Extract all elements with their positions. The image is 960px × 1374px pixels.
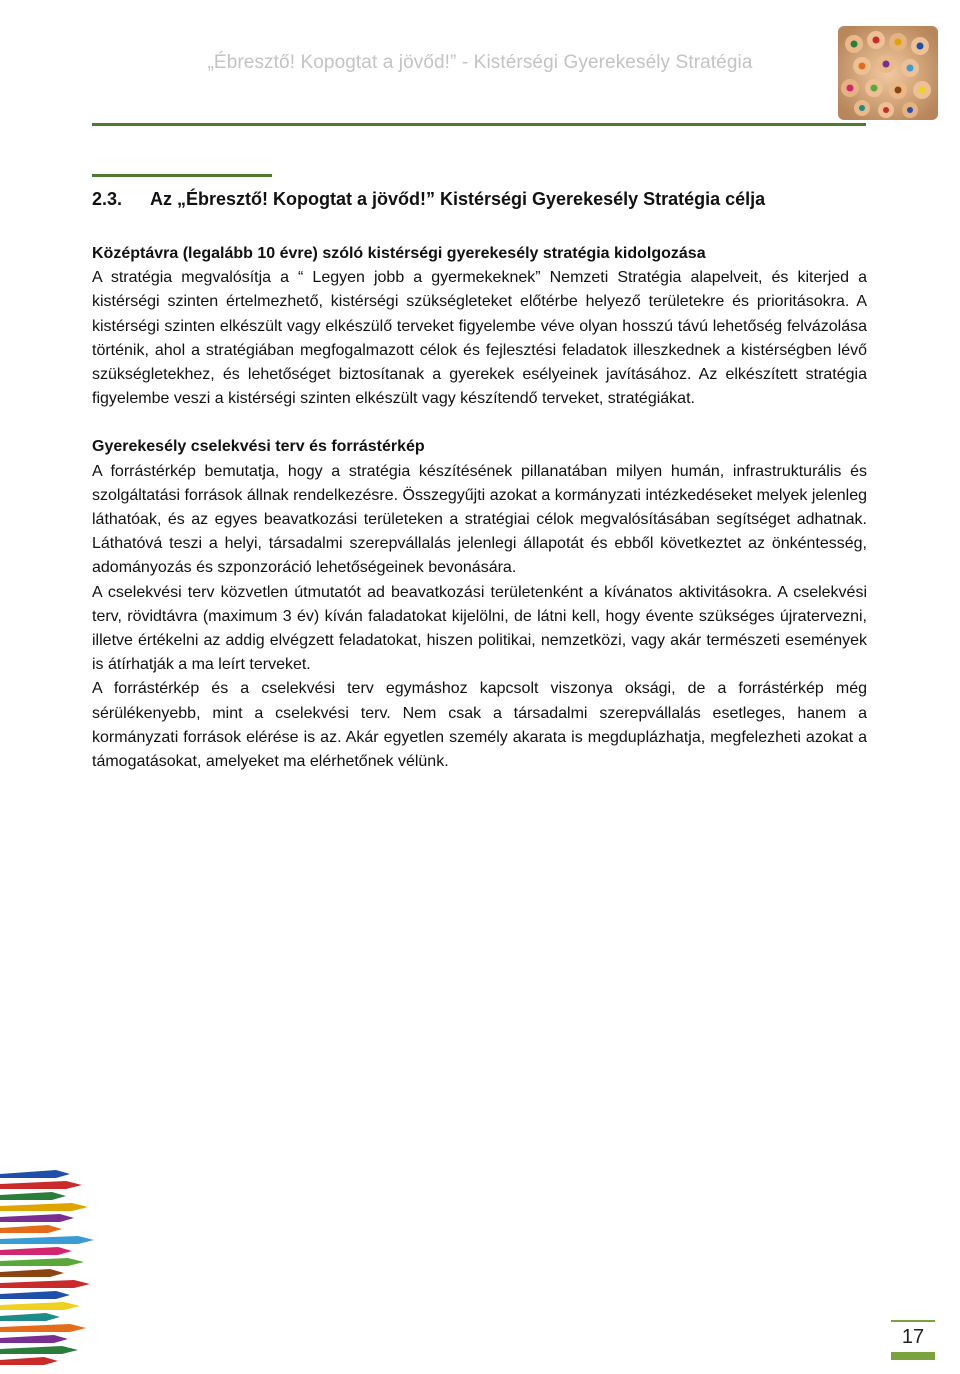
colored-pencils-stack-icon (0, 1168, 100, 1374)
subheading-action-plan: Gyerekesély cselekvési terv és forrástérkép (92, 438, 425, 456)
paragraph-action-plan: A cselekvési terv közvetlen útmutatót ad beavatkozási területenként a kívánatos aktivitásokra. A cselekvési terv, rövidtávra (maximum 3 év) kíván faladatokat kijelölni, de látni kell, hogy évente szükséges újratervezni, illetve értékelni az addig elvégzett feladatokat, hiszen politikai, nemzetközi, vagy akár természeti események is átírhatják a ma leírt terveket. (92, 583, 867, 674)
paragraph-strategy: A stratégia megvalósítja a “ Legyen jobb a gyermekeknek” Nemzeti Stratégia alapelveit, és kiterjed a kistérségi szinten értelmezhető, kistérségi szükségleteket előtérbe helyező területekre és prioritásokra. A kistérségi szinten elkészült vagy elkészülő terveket figyelembe véve olyan hosszú távú lehetőség felvázolása történik, ahol a stratégiában megfogalmazott célok és fejlesztési feladatok illeszkednek a kistérségben lévő szükségletekhez, és lehetőséget biztosítanak a gyerekek esélyeinek javításához. Az elkészített stratégia figyelembe veszi a kistérségi szinten elkészült vagy készítendő terveket, stratégiákat. (92, 269, 867, 408)
subheading-strategy: Középtávra (legalább 10 évre) szóló kistérségi gyerekesély stratégia kidolgozása (92, 245, 706, 262)
section-number: 2.3. (92, 189, 123, 209)
section-title: Az „Ébresztő! Kopogtat a jövőd!” Kistérségi Gyerekesély Stratégia célja (150, 189, 766, 209)
section-heading (92, 189, 872, 210)
section-divider (92, 174, 272, 177)
body-text (92, 242, 867, 774)
paragraph-resource-map: A forrástérkép bemutatja, hogy a stratégia készítésének pillanatában milyen humán, infrastrukturális és szolgáltatási források állnak rendelkezésre. Összegyűjti azokat a kormányzati intézkedéseket melyek jelenleg láthatóak, és az egyes beavatkozási területeken a stratégiai célok megvalósításában segítséget adhatnak. Láthatóvá teszi a helyi, társadalmi szerepvállalás jelenlegi állapotát és ebből következtet az önkéntesség, adományozás és szponzoráció lehetőségeinek bevonására. (92, 462, 867, 577)
colored-pencil-tips-icon (836, 24, 940, 122)
running-header-title: „Ébresztő! Kopogtat a jövőd!” - Kistérségi Gyerekesély Stratégia (207, 52, 753, 73)
header-divider (92, 123, 866, 126)
paragraph-relationship: A forrástérkép és a cselekvési terv egymáshoz kapcsolt viszonya oksági, de a forrástérkép még sérülékenyebb, mint a cselekvési terv. Nem csak a társadalmi szerepvállalás esetleges, hanem a kormányzati források elérése is az. Akár egyetlen személy akarata is megduplázhatja, megfelezheti azokat a támogatásokat, amelyeket ma elérhetőnek vélünk. (92, 680, 867, 771)
page-number: 17 (901, 1326, 925, 1348)
page-number-box (891, 1320, 935, 1362)
